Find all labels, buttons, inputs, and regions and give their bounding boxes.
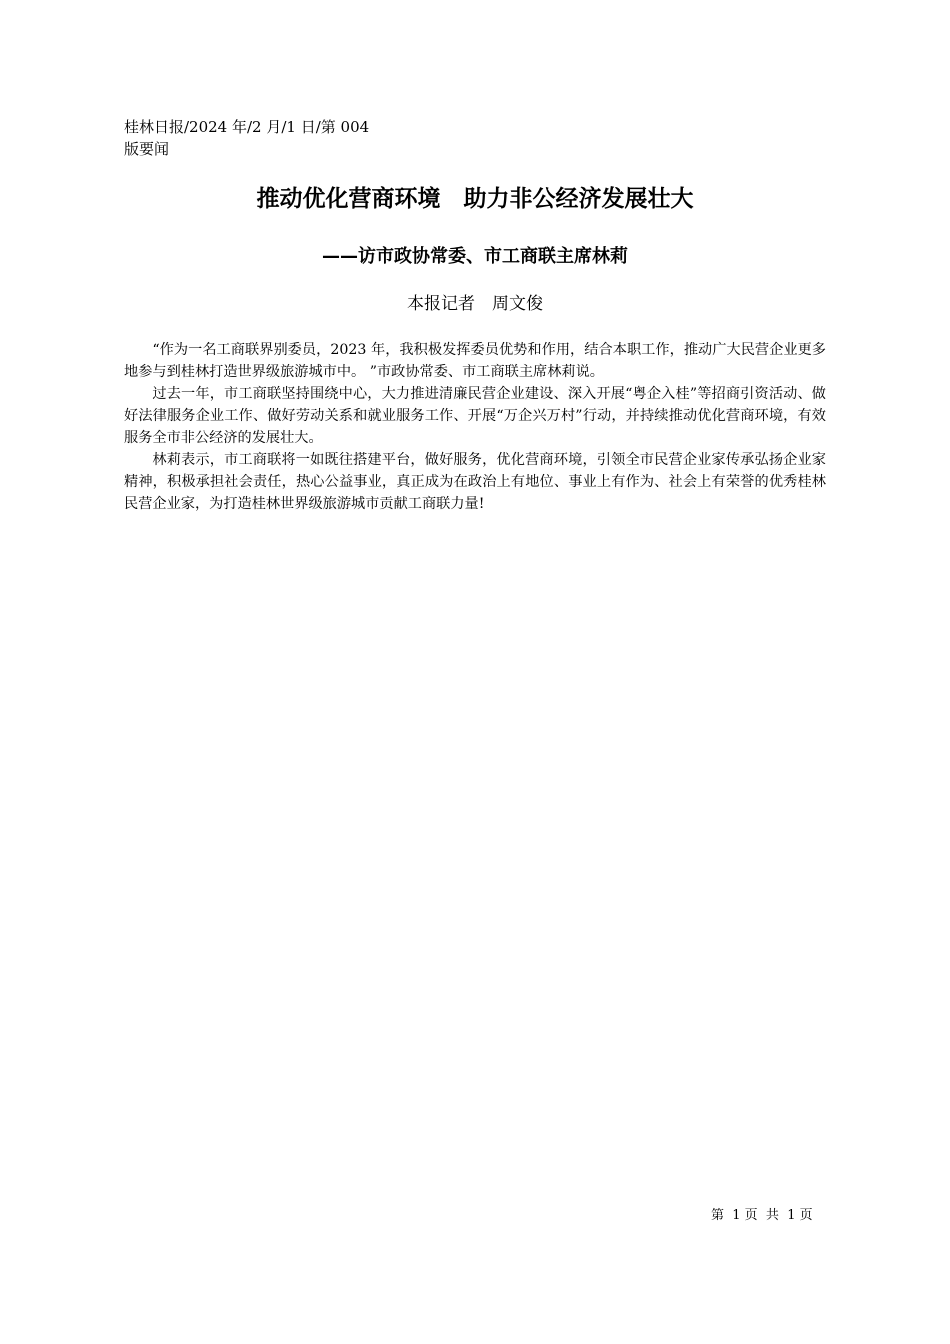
page-number: 第 1 页 共 1 页 xyxy=(711,1208,813,1223)
source-line-2: 版要闻 xyxy=(124,140,170,158)
source-line-1: 桂林日报/2024 年/2 月/1 日/第 004 xyxy=(124,118,370,136)
paragraph-3: 林莉表示，市工商联将一如既往搭建平台，做好服务，优化营商环境，引领全市民营企业家传承弘扬企业家精神，积极承担社会责任，热心公益事业，真正成为在政治上有地位、事业上有作为、社会上有荣誉的优秀桂林民营企业家，为打造桂林世界级旅游城市贡献工商联力量! xyxy=(124,452,826,512)
article-title: 推动优化营商环境 助力非公经济发展壮大 xyxy=(256,186,694,212)
source-info xyxy=(124,116,424,160)
paragraph-1: “作为一名工商联界别委员，2023 年，我积极发挥委员优势和作用，结合本职工作，推动广大民营企业更多地参与到桂林打造世界级旅游城市中。 ”市政协常委、市工商联主席林莉说。 xyxy=(124,342,826,380)
article-subtitle: ——访市政协常委、市工商联主席林莉 xyxy=(322,246,628,267)
paragraph-2: 过去一年，市工商联坚持围绕中心，大力推进清廉民营企业建设、深入开展“粤企入桂”等招商引资活动、做好法律服务企业工作、做好劳动关系和就业服务工作、开展“万企兴万村”行动，并持续推动优化营商环境，有效服务全市非公经济的发展壮大。 xyxy=(124,386,826,446)
article-byline: 本报记者 周文俊 xyxy=(407,294,543,314)
article-body xyxy=(124,339,826,515)
